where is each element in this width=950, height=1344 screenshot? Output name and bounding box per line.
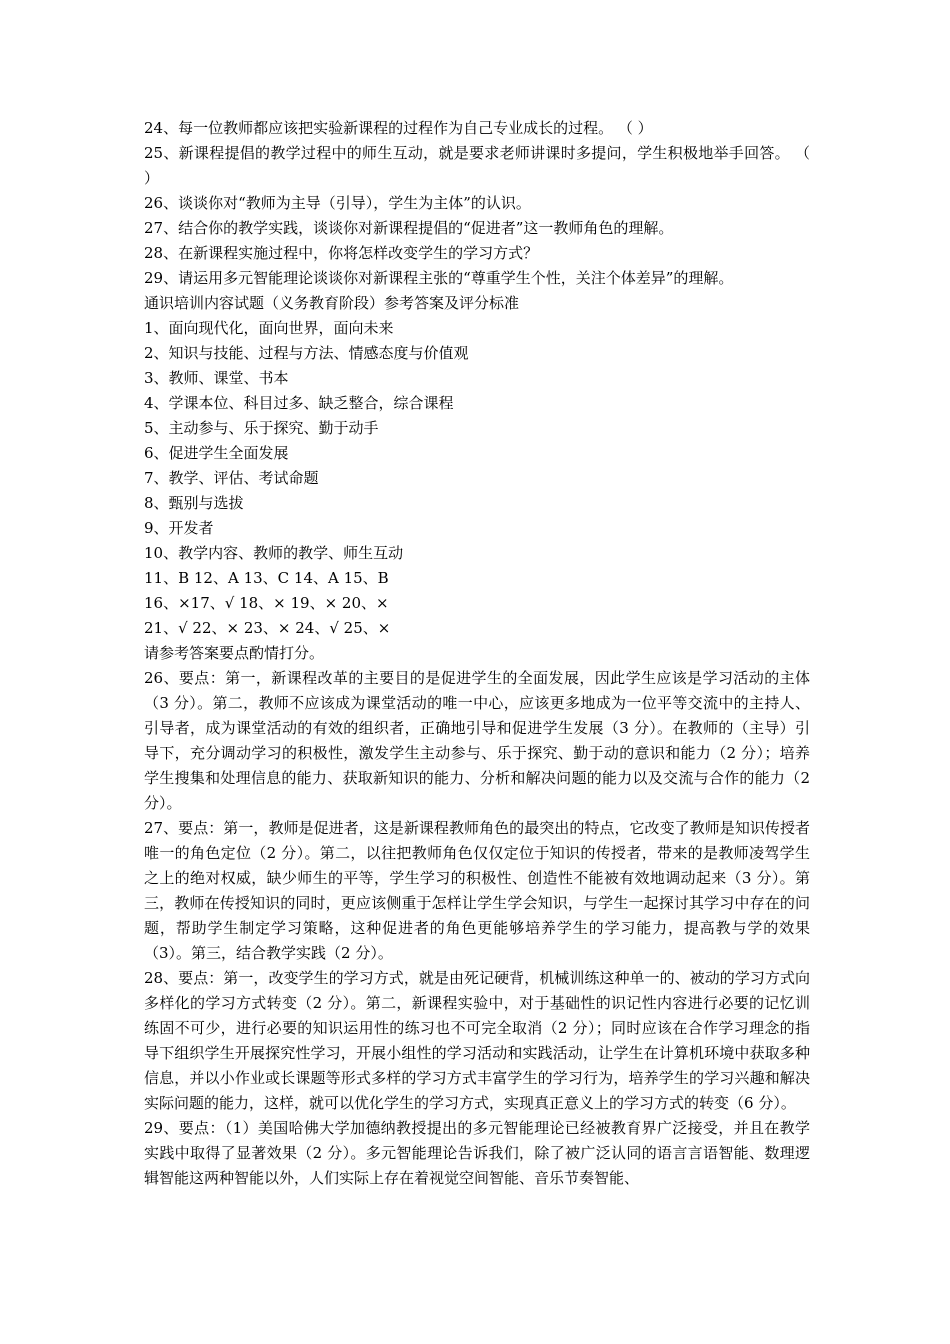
document-body xyxy=(144,116,810,1191)
answer-item: 11、B 12、A 13、C 14、A 15、B xyxy=(144,569,389,587)
question-24: 24、每一位教师都应该把实验新课程的过程作为自己专业成长的过程。 （ ） xyxy=(144,119,653,137)
answer-item: 8、甄别与选拔 xyxy=(144,494,244,512)
answer-item: 4、学课本位、科目过多、缺乏整合，综合课程 xyxy=(144,394,454,412)
scoring-note: 请参考答案要点酌情打分。 xyxy=(144,644,325,662)
answer-item: 5、主动参与、乐于探究、勤于动手 xyxy=(144,419,379,437)
question-28: 28、在新课程实施过程中，你将怎样改变学生的学习方式？ xyxy=(144,244,539,262)
question-29: 29、请运用多元智能理论谈谈你对新课程主张的“尊重学生个性，关注个体差异”的理解。 xyxy=(144,269,734,287)
essay-answer-28: 28、要点：第一，改变学生的学习方式，就是由死记硬背，机械训练这种单一的、被动的学习方式向多样化的学习方式转变（2 分）。第二，新课程实验中，对于基础性的识记性内容进行必要的记忆训练固不可少，进行必要的知识运用性的练习也不可完全取消（2 分）；同时应该在合作学习理念的指导下组织学生开展探究性学习，开展小组性的学习活动和实践活动，让学生在计算机环境中获取多种信息，并以小作业或长课题等形式多样的学习方式丰富学生的学习行为，培养学生的学习兴趣和解决实际问题的能力，这样，就可以优化学生的学习方式，实现真正意义上的学习方式的转变（6 分）。 xyxy=(144,969,810,1112)
answer-item: 1、面向现代化，面向世界，面向未来 xyxy=(144,319,394,337)
answer-item: 7、教学、评估、考试命题 xyxy=(144,469,319,487)
answer-item: 21、√ 22、× 23、× 24、√ 25、× xyxy=(144,619,391,637)
essay-answer-26: 26、要点：第一，新课程改革的主要目的是促进学生的全面发展，因此学生应该是学习活动的主体（3 分）。第二，教师不应该成为课堂活动的唯一中心，应该更多地成为一位平等交流中的主持人、引导者，成为课堂活动的有效的组织者，正确地引导和促进学生发展（3 分）。在教师的（主导）引导下，充分调动学习的积极性，激发学生主动参与、乐于探究、勤于动的意识和能力（2 分）；培养学生搜集和处理信息的能力、获取新知识的能力、分析和解决问题的能力以及交流与合作的能力（2 分）。 xyxy=(144,669,810,812)
answer-item: 6、促进学生全面发展 xyxy=(144,444,289,462)
essay-answer-27: 27、要点：第一，教师是促进者，这是新课程教师角色的最突出的特点，它改变了教师是知识传授者唯一的角色定位（2 分）。第二，以往把教师角色仅仅定位于知识的传授者，带来的是教师凌驾学生之上的绝对权威，缺少师生的平等，学生学习的积极性、创造性不能被有效地调动起来（3 分）。第三，教师在传授知识的同时，更应该侧重于怎样让学生学会知识，与学生一起探讨其学习中存在的问题，帮助学生制定学习策略，这种促进者的角色更能够培养学生的学习能力，提高教与学的效果（3）。第三，结合教学实践（2 分）。 xyxy=(144,819,810,962)
question-27: 27、结合你的教学实践，谈谈你对新课程提倡的“促进者”这一教师角色的理解。 xyxy=(144,219,674,237)
answer-item: 10、教学内容、教师的教学、师生互动 xyxy=(144,544,404,562)
answer-item: 3、教师、课堂、书本 xyxy=(144,369,289,387)
answer-item: 16、×17、√ 18、× 19、× 20、× xyxy=(144,594,389,612)
answer-item: 2、知识与技能、过程与方法、情感态度与价值观 xyxy=(144,344,469,362)
answer-heading: 通识培训内容试题（义务教育阶段）参考答案及评分标准 xyxy=(144,294,520,312)
question-25: 25、新课程提倡的教学过程中的师生互动，就是要求老师讲课时多提问，学生积极地举手回答。 （ ） xyxy=(144,144,810,187)
question-26: 26、谈谈你对“教师为主导（引导），学生为主体”的认识。 xyxy=(144,194,531,212)
answer-item: 9、开发者 xyxy=(144,519,214,537)
essay-answer-29: 29、要点：（1）美国哈佛大学加德纳教授提出的多元智能理论已经被教育界广泛接受，并且在教学实践中取得了显著效果（2 分）。多元智能理论告诉我们，除了被广泛认同的语言言语智能、数理逻辑智能这两种智能以外，人们实际上存在着视觉空间智能、音乐节奏智能、 xyxy=(144,1119,810,1187)
